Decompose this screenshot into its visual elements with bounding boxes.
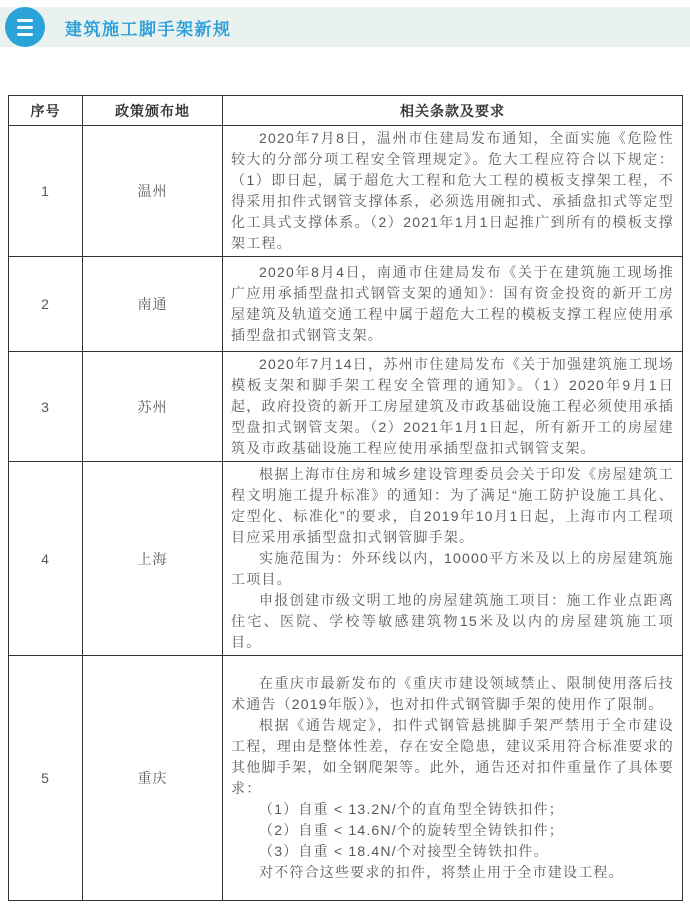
requirement-paragraph: 2020年8月4日，南通市住建局发布《关于在建筑施工现场推广应用承插型盘扣式钢管支架的通知》：国有资金投资的新开工房屋建筑及轨道交通工程中属于超危大工程的模板支撑工程应使用承插型盘扣式钢管支架。 xyxy=(231,264,674,343)
row-city: 苏州 xyxy=(83,352,223,462)
requirement-paragraph: 申报创建市级文明工地的房屋建筑施工项目：施工作业点距离住宅、医院、学校等敏感建筑物15米及以内的房屋建筑施工项目。 xyxy=(231,592,674,650)
requirement-paragraph: 根据《通告规定》，扣件式钢管悬挑脚手架严禁用于全市建设工程，理由是整体性差，存在安全隐患，建议采用符合标准要求的其他脚手架，如全钢爬架等。此外，通告还对扣件重量作了具体要求： xyxy=(231,717,674,796)
row-city: 上海 xyxy=(83,462,223,656)
table-row xyxy=(9,352,683,462)
requirement-paragraph: （3）自重 < 18.4N/个对接型全铸铁扣件。 xyxy=(259,843,549,859)
row-requirements xyxy=(223,462,683,656)
row-city: 南通 xyxy=(83,257,223,352)
row-number: 2 xyxy=(9,257,83,352)
table-row xyxy=(9,257,683,352)
requirement-paragraph: 2020年7月8日，温州市住建局发布通知，全面实施《危险性较大的分部分项工程安全管理规定》。危大工程应符合以下规定：（1）即日起，属于超危大工程和危大工程的模板支撑架工程，不得采用扣件式钢管支撑体系，必须选用碗扣式、承插盘扣式等定型化工具式支撑体系。（2）2021年1月1日起推广到所有的模板支撑架工程。 xyxy=(231,130,674,251)
page xyxy=(0,7,690,908)
row-requirements xyxy=(223,257,683,352)
table-row xyxy=(9,126,683,257)
row-requirements xyxy=(223,656,683,901)
requirement-paragraph: （1）自重 < 13.2N/个的直角型全铸铁扣件； xyxy=(259,801,564,817)
table-row xyxy=(9,462,683,656)
table-row xyxy=(9,656,683,901)
row-requirements xyxy=(223,352,683,462)
column-header-requirements: 相关条款及要求 xyxy=(223,96,683,126)
page-title: 建筑施工脚手架新规 xyxy=(65,19,232,39)
row-number: 1 xyxy=(9,126,83,257)
column-header-region: 政策颁布地 xyxy=(83,96,223,126)
requirement-paragraph: 2020年7月14日，苏州市住建局发布《关于加强建筑施工现场模板支架和脚手架工程安全管理的通知》。（1）2020年9月1日起，政府投资的新开工房屋建筑及市政基础设施工程必须使用承插型盘扣式钢管支架。（2）2021年1月1日起，所有新开工的房屋建筑及市政基础设施工程应使用承插型盘扣式钢管支架。 xyxy=(231,356,674,456)
row-number: 5 xyxy=(9,656,83,901)
column-header-index: 序号 xyxy=(9,96,83,126)
requirement-paragraph: 实施范围为：外环线以内，10000平方米及以上的房屋建筑施工项目。 xyxy=(231,550,674,587)
row-number: 4 xyxy=(9,462,83,656)
row-number: 3 xyxy=(9,352,83,462)
table-header-row xyxy=(9,96,683,126)
row-requirements xyxy=(223,126,683,257)
list-icon-bar xyxy=(17,33,33,36)
requirement-paragraph: 根据上海市住房和城乡建设管理委员会关于印发《房屋建筑工程文明施工提升标准》的通知：为了满足“施工防护设施工具化、定型化、标准化”的要求，自2019年10月1日起，上海市内工程项目应采用承插型盘扣式钢管脚手架。 xyxy=(231,466,674,545)
requirement-paragraph: 对不符合这些要求的扣件，将禁止用于全市建设工程。 xyxy=(259,864,624,880)
requirement-paragraph: 在重庆市最新发布的《重庆市建设领域禁止、限制使用落后技术通告（2019年版）》，也对扣件式钢管脚手架的使用作了限制。 xyxy=(231,675,674,712)
requirement-paragraph: （2）自重 < 14.6N/个的旋转型全铸铁扣件； xyxy=(259,822,564,838)
regulations-table xyxy=(8,95,683,901)
list-icon xyxy=(5,7,45,47)
row-city: 重庆 xyxy=(83,656,223,901)
list-icon-bar xyxy=(17,19,33,22)
row-city: 温州 xyxy=(83,126,223,257)
list-icon-bar xyxy=(17,26,33,29)
section-header-bar xyxy=(0,7,690,47)
